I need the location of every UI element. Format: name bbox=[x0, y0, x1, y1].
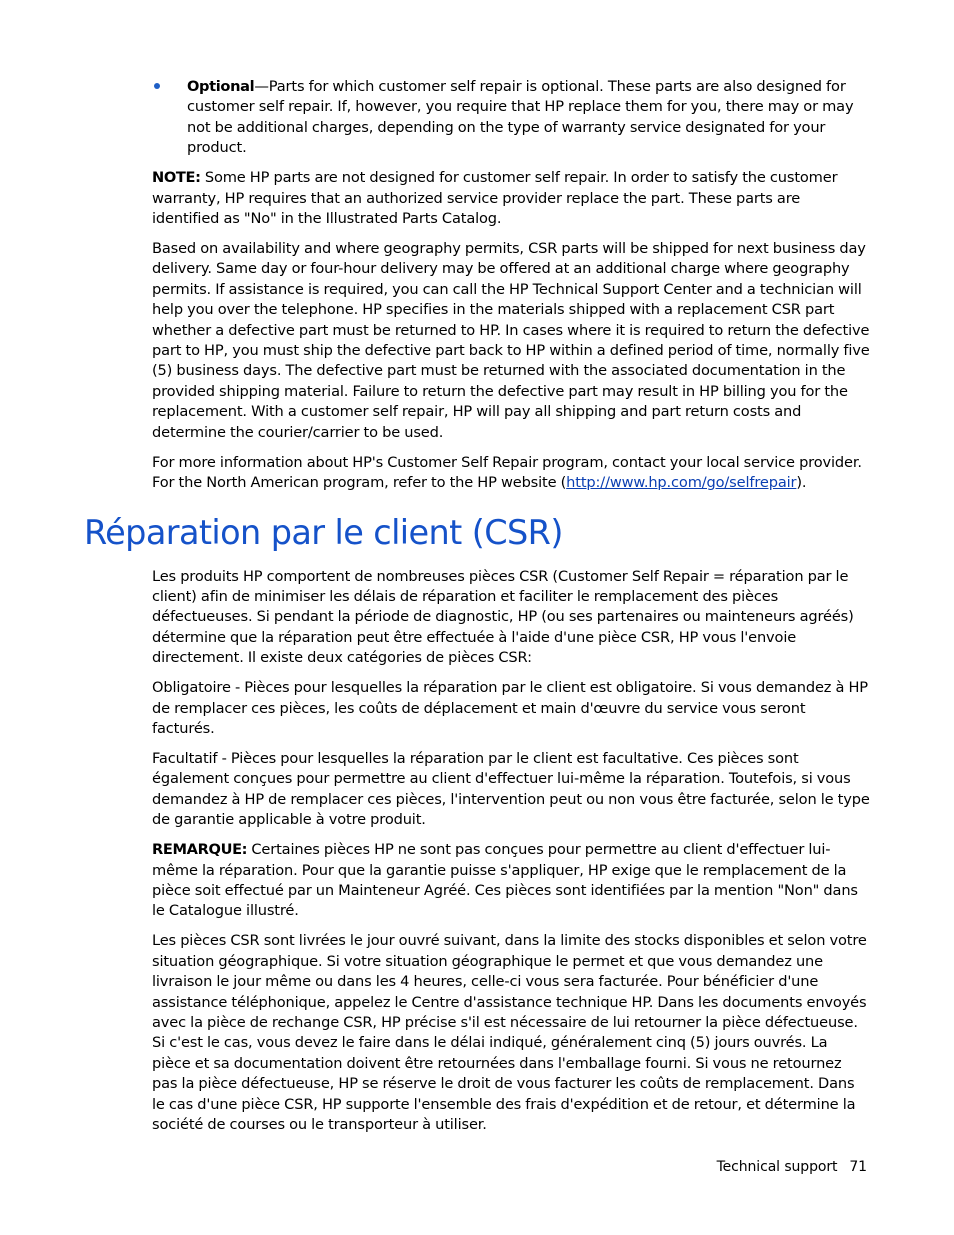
livraison-paragraph: Les pièces CSR sont livrées le jour ouvré suivant, dans la limite des stocks disponibles et selon votre situation géographique. Si votre situation géographique le permet et que vous demandez une livraison le jour même ou dans les 4 heures, celle-ci vous sera facturée. Pour bénéficier d'une assistance téléphonique, appelez le Centre d'assistance technique HP. Dans les documents envoyés avec la pièce de rechange CSR, HP précise s'il est nécessaire de lui retourner la pièce défectueuse. Si c'est le cas, vous devez le faire dans le délai indiqué, généralement cinq (5) jours ouvrés. La pièce et sa documentation doivent être retournées dans l'emballage fourni. Si vous ne retournez pas la pièce défectueuse, HP se réserve le droit de vous facturer les coûts de remplacement. Dans le cas d'une pièce CSR, HP supporte l'ensemble des frais d'expédition et de retour, et détermine la société de courses ou le transporteur à utiliser. bbox=[152, 932, 867, 1134]
more-info-text-before: For more information about HP's Customer Self Repair program, contact your local service provider. For the North American program, refer to the HP website ( bbox=[152, 453, 862, 492]
more-info-text-after: ). bbox=[796, 474, 807, 492]
note-text: Some HP parts are not designed for customer self repair. In order to satisfy the customer warranty, HP requires that an authorized service provider replace the part. These parts are identified as "No" in the Illustrated Parts Catalog. bbox=[152, 169, 838, 228]
remarque-text: Certaines pièces HP ne sont pas conçues pour permettre au client d'effectuer lui-même la réparation. Pour que la garantie puisse s'appliquer, HP exige que le remplacement de la pièce soit effectué par un Mainteneur Agréé. Ces pièces sont identifiées par la mention "Non" dans le Catalogue illustré. bbox=[152, 841, 858, 920]
more-info-paragraph bbox=[152, 453, 870, 494]
obligatoire-paragraph: Obligatoire - Pièces pour lesquelles la réparation par le client est obligatoire. Si vous demandez à HP de remplacer ces pièces, les coûts de déplacement et main d'œuvre du service vous seront facturés. bbox=[152, 679, 868, 737]
list-item-optional bbox=[152, 77, 870, 159]
optional-term: Optional bbox=[187, 78, 255, 95]
remarque-paragraph bbox=[152, 840, 870, 922]
availability-paragraph: Based on availability and where geography permits, CSR parts will be shipped for next business day delivery. Same day or four-hour delivery may be offered at an additional charge where geography permits. If assistance is required, you can call the HP Technical Support Center and a technician will help you over the telephone. HP specifies in the materials shipped with a replacement CSR part whether a defective part must be returned to HP. In cases where it is required to return the defective part to HP, you must ship the defective part back to HP within a defined period of time, normally five (5) business days. The defective part must be returned with the associated documentation in the provided shipping material. Failure to return the defective part may result in HP billing you for the replacement. With a customer self repair, HP will pay all shipping and part return costs and determine the courier/carrier to be used. bbox=[152, 240, 870, 441]
facultatif-paragraph: Facultatif - Pièces pour lesquelles la réparation par le client est facultative. Ces pièces sont également conçues pour permettre au client d'effectuer lui-même la réparation. Toutefois, si vous demandez à HP de remplacer ces pièces, l'intervention peut ou non vous être facturée, selon le type de garantie applicable à votre produit. bbox=[152, 749, 870, 829]
section-title: Réparation par le client (CSR) bbox=[84, 512, 563, 552]
note-label: NOTE: bbox=[152, 169, 201, 187]
bullet-list bbox=[152, 77, 870, 159]
optional-text: —Parts for which customer self repair is optional. These parts are also designed for customer self repair. If, however, you require that HP replace them for you, there may or may not be additional charges, depending on the type of warranty service designated for your product. bbox=[187, 78, 854, 157]
page-number: 71 bbox=[849, 1159, 867, 1175]
intro-paragraph: Les produits HP comportent de nombreuses pièces CSR (Customer Self Repair = réparation par le client) afin de minimiser les délais de réparation et faciliter le remplacement des pièces défectueuses. Si pendant la période de diagnostic, HP (ou ses partenaires ou mainteneurs agréés) détermine que la réparation peut être effectuée à l'aide d'une pièce CSR, HP vous l'envoie directement. Il existe deux catégories de pièces CSR: bbox=[152, 567, 854, 667]
page-footer bbox=[717, 1159, 867, 1175]
note-paragraph bbox=[152, 168, 870, 229]
bullet-dot-icon bbox=[154, 83, 160, 89]
footer-section-title: Technical support bbox=[716, 1159, 838, 1175]
page-content bbox=[84, 77, 870, 1145]
selfrepair-link[interactable]: http://www.hp.com/go/selfrepair bbox=[566, 474, 797, 492]
remarque-label: REMARQUE: bbox=[152, 841, 248, 859]
